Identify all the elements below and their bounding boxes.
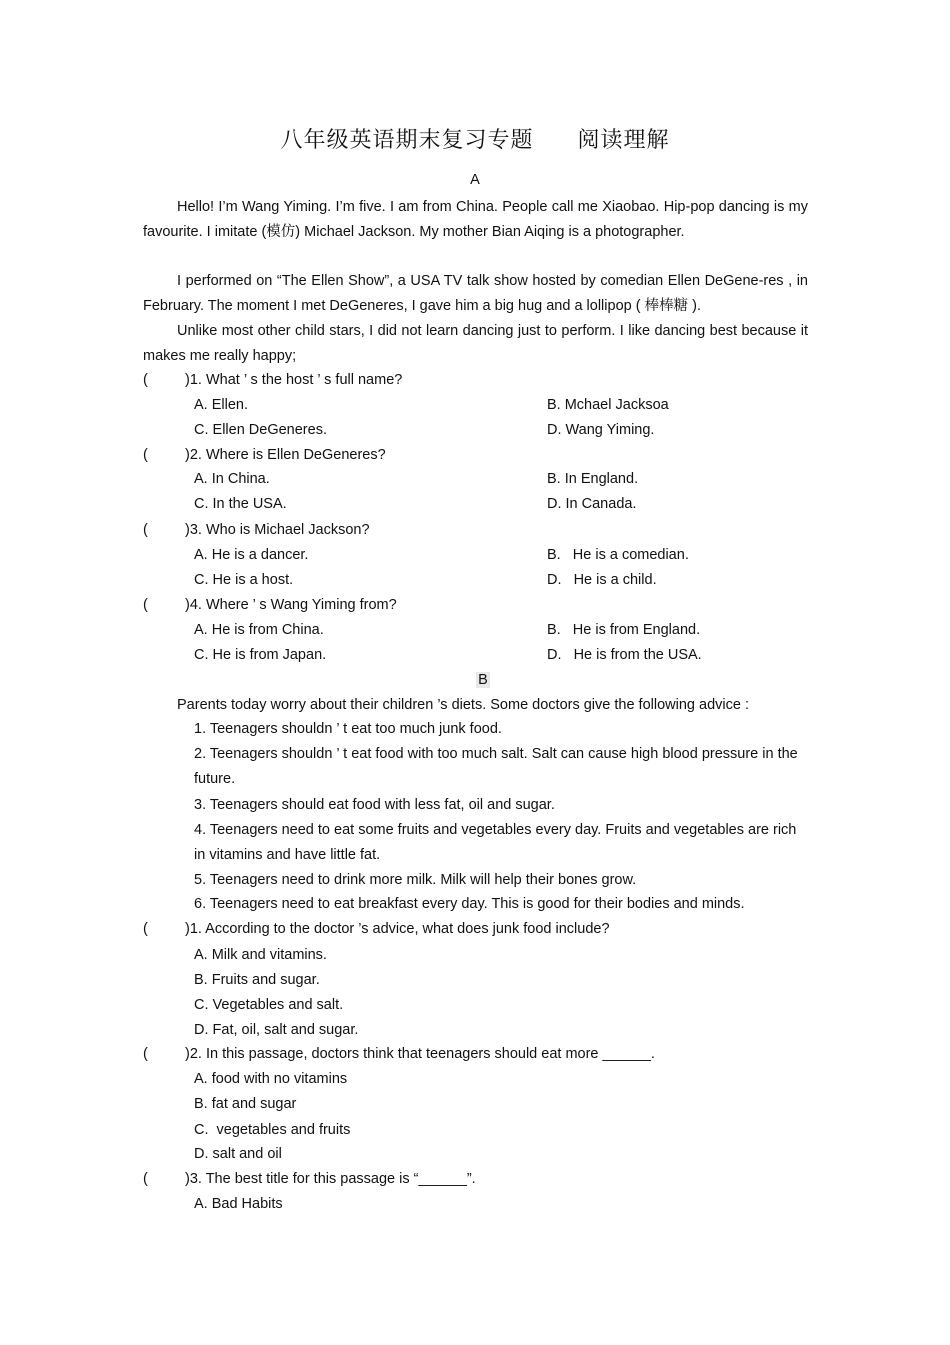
option-a3-c: C. He is a host. (194, 572, 294, 588)
section-a-label: A (470, 172, 480, 188)
advice-item: 3. Teenagers should eat food with less fat, oil and sugar. (194, 797, 555, 813)
option-a2-a: A. In China. (194, 471, 270, 487)
advice-item: 4. Teenagers need to eat some fruits and vegetables every day. Fruits and vegetables are rich in vitamins and have little fat. (194, 822, 797, 863)
option-a2-c: C. In the USA. (194, 496, 287, 512)
question-a3: ( )3. Who is Michael Jackson? (143, 522, 370, 538)
advice-item: 1. Teenagers shouldn ’ t eat too much junk food. (194, 721, 502, 737)
section-a-paragraph-3: Unlike most other child stars, I did not learn dancing just to perform. I like dancing best because it makes me really happy; (143, 323, 808, 364)
section-b-label: B (478, 672, 488, 688)
question-a4: ( )4. Where ’ s Wang Yiming from? (143, 597, 397, 613)
question-a1: ( )1. What ’ s the host ’ s full name? (143, 372, 403, 388)
advice-item: 6. Teenagers need to eat breakfast every day. This is good for their bodies and minds. (194, 896, 745, 912)
question-b3: ( )3. The best title for this passage is “______”. (143, 1171, 476, 1187)
option-b1-c: C. Vegetables and salt. (194, 997, 344, 1013)
advice-item: 5. Teenagers need to drink more milk. Milk will help their bones grow. (194, 872, 637, 888)
question-b2: ( )2. In this passage, doctors think that teenagers should eat more ______. (143, 1046, 655, 1062)
question-b1: ( )1. According to the doctor ’s advice, what does junk food include? (143, 921, 610, 937)
option-a4-c: C. He is from Japan. (194, 647, 327, 663)
option-a4-d: D. He is from the USA. (547, 647, 702, 663)
option-b3-a: A. Bad Habits (194, 1196, 283, 1212)
option-b1-d: D. Fat, oil, salt and sugar. (194, 1022, 359, 1038)
option-a2-d: D. In Canada. (547, 496, 637, 512)
page-title (0, 126, 950, 156)
option-b1-b: B. Fruits and sugar. (194, 972, 320, 988)
option-a4-b: B. He is from England. (547, 622, 701, 638)
option-a3-b: B. He is a comedian. (547, 547, 689, 563)
option-b2-a: A. food with no vitamins (194, 1071, 348, 1087)
option-a3-d: D. He is a child. (547, 572, 657, 588)
title-main: 八年级英语期末复习专题 (280, 128, 534, 153)
option-a1-a: A. Ellen. (194, 397, 248, 413)
option-a1-d: D. Wang Yiming. (547, 422, 655, 438)
option-a3-a: A. He is a dancer. (194, 547, 309, 563)
section-a-paragraph-1: Hello! I’m Wang Yiming. I’m five. I am from China. People call me Xiaobao. Hip-pop dancing is my favourite. I imitate (模仿) Michael Jackson. My mother Bian Aiqing is a photographer. (143, 199, 808, 240)
option-a4-a: A. He is from China. (194, 622, 324, 638)
option-b2-b: B. fat and sugar (194, 1096, 297, 1112)
advice-item: 2. Teenagers shouldn ’ t eat food with too much salt. Salt can cause high blood pressure in the future. (194, 746, 798, 787)
option-a1-c: C. Ellen DeGeneres. (194, 422, 327, 438)
option-b2-d: D. salt and oil (194, 1146, 282, 1162)
option-b1-a: A. Milk and vitamins. (194, 947, 327, 963)
title-sub: 阅读理解 (577, 128, 670, 153)
section-b-intro: Parents today worry about their children ’s diets. Some doctors give the following advice : (177, 697, 749, 713)
option-a2-b: B. In England. (547, 471, 639, 487)
section-a-paragraph-2: I performed on “The Ellen Show”, a USA TV talk show hosted by comedian Ellen DeGene-res , in February. The moment I met DeGeneres, I gave him a big hug and a lollipop ( 棒棒糖 ). (143, 273, 808, 314)
question-a2: ( )2. Where is Ellen DeGeneres? (143, 447, 386, 463)
option-a1-b: B. Mchael Jacksoa (547, 397, 669, 413)
option-b2-c: C. vegetables and fruits (194, 1122, 351, 1138)
